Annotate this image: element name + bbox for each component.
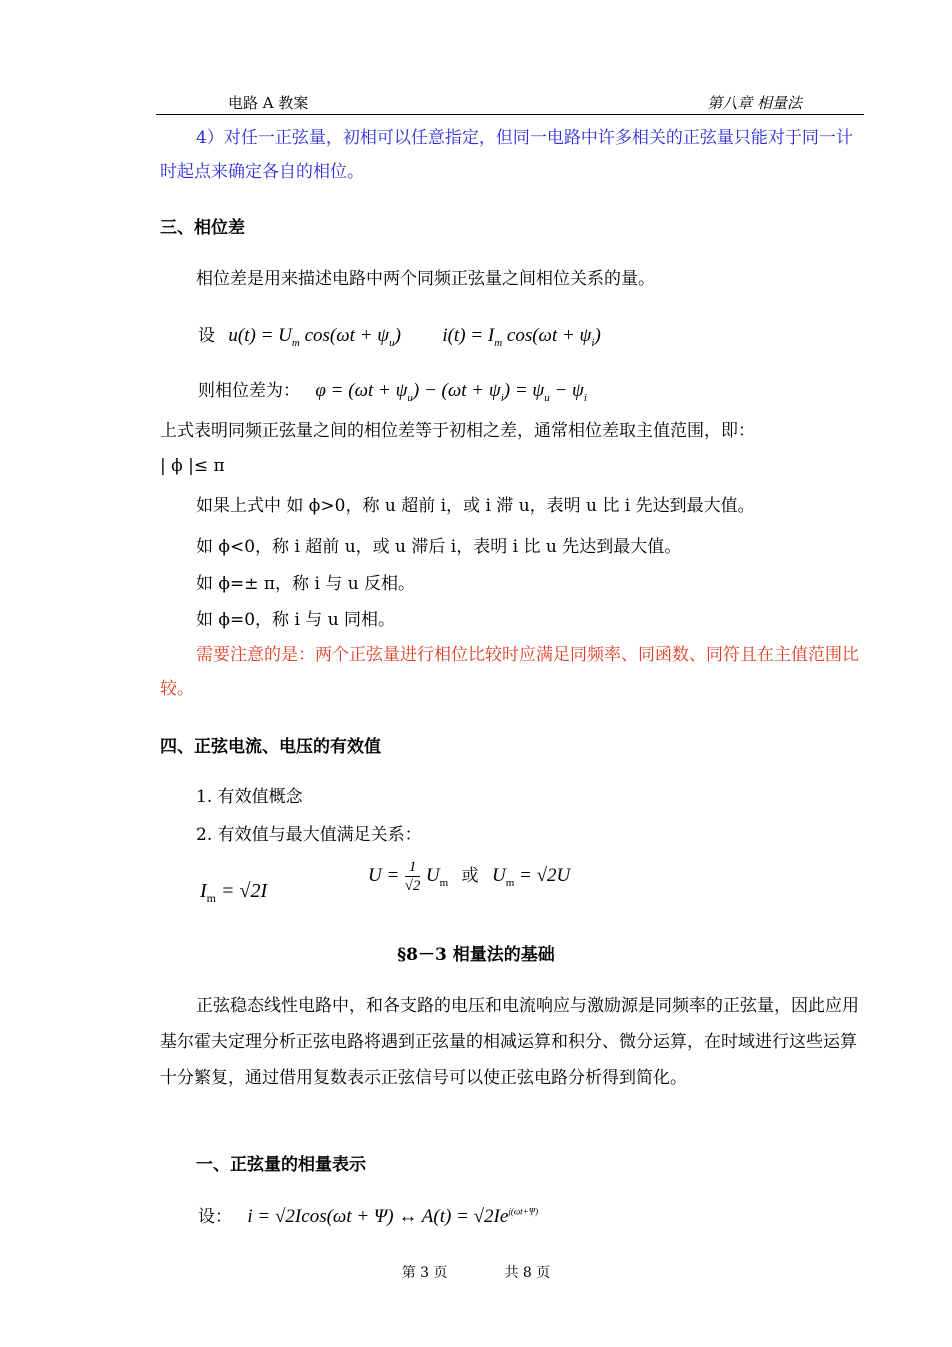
equation-current-rms: $I_m = √2I$ (200, 880, 268, 905)
footer-total-pages: 共 8 页 (504, 1265, 551, 1281)
header-chapter-title: 第八章 相量法 (707, 94, 802, 112)
equation-line-phasor (198, 1202, 538, 1228)
list-item-rms-concept: 1. 有效值概念 (196, 787, 303, 807)
paragraph-initial-phase-note: 4）对任一正弦量，初相可以任意指定，但同一电路中许多相关的正弦量只能对于同一计时起点来确定各自的相位。 (160, 128, 853, 182)
case-in-phase: 如 ϕ=0，称 i 与 u 同相。 (196, 610, 396, 630)
set-label: 设 (198, 326, 215, 346)
page-footer (0, 1262, 952, 1282)
paragraph-phasor-basis: 正弦稳态线性电路中，和各支路的电压和电流响应与激励源是同频率的正弦量，因此应用基尔霍夫定理分析正弦电路将遇到正弦量的相减运算和积分、微分运算，在时域进行这些运算十分繁复，通过借用复数表示正弦信号可以使正弦电路分析得到简化。 (160, 996, 859, 1088)
subsection-heading-phasor-representation: 一、正弦量的相量表示 (196, 1155, 366, 1175)
paragraph-phase-difference-intro: 相位差是用来描述电路中两个同频正弦量之间相位关系的量。 (196, 269, 655, 289)
case-phase-leading: 如果上式中 如 ϕ>0，称 u 超前 i，或 i 滞 u，表明 u 比 i 先达到最大值。 (196, 496, 755, 516)
equation-voltage-rms: U = $\frac{1}{√2}$ $U_m$ 或 $U_m = √2U$ (368, 859, 571, 894)
equation-current: $i(t) = I_m$ $\cos(\omega t + \psi_i)$ (442, 325, 601, 349)
footer-page-number: 第 3 页 (401, 1265, 448, 1281)
header-divider (156, 114, 864, 115)
section-heading-phase-difference: 三、相位差 (160, 218, 245, 238)
equation-phase-difference: $\varphi = (\omega t + \psi_u) - (\omega t + \psi_i) = \psi_u - \psi_i$ (315, 380, 587, 404)
header-course-title: 电路 A 教案 (228, 94, 309, 112)
case-antiphase: 如 ϕ=± π，称 i 与 u 反相。 (196, 574, 416, 594)
or-label: 或 (461, 866, 479, 886)
section-title-phasor-basis: §8－3 相量法的基础 (397, 945, 555, 965)
equation-phasor: i = √2Icos(ωt + Ψ) ↔ $A(t) = √2Ie^{j(\omega t+\Psi)}$ (247, 1206, 539, 1227)
equation-voltage: $u(t) = U_m$ $\cos(\omega t + \psi_u)$ (228, 325, 401, 349)
list-item-rms-relation: 2. 有效值与最大值满足关系： (196, 825, 422, 845)
equation-line-phase-difference (198, 376, 587, 404)
set-label-2: 设： (198, 1207, 232, 1227)
phase-difference-label: 则相位差为： (198, 381, 300, 401)
equation-line-definitions (198, 321, 601, 349)
paragraph-comparison-note: 需要注意的是：两个正弦量进行相位比较时应满足同频率、同函数、同符且在主值范围比较。 (160, 645, 859, 699)
case-phase-lagging: 如 ϕ<0，称 i 超前 u，或 u 滞后 i，表明 i 比 u 先达到最大值。 (196, 537, 682, 557)
fraction-one-over-root-two: $\frac{1}{√2}$ (404, 859, 421, 894)
range-expression: | ϕ |≤ π (160, 456, 225, 476)
paragraph-principal-range: 上式表明同频正弦量之间的相位差等于初相之差，通常相位差取主值范围，即： (160, 421, 755, 441)
section-heading-rms-values: 四、正弦电流、电压的有效值 (160, 737, 381, 757)
